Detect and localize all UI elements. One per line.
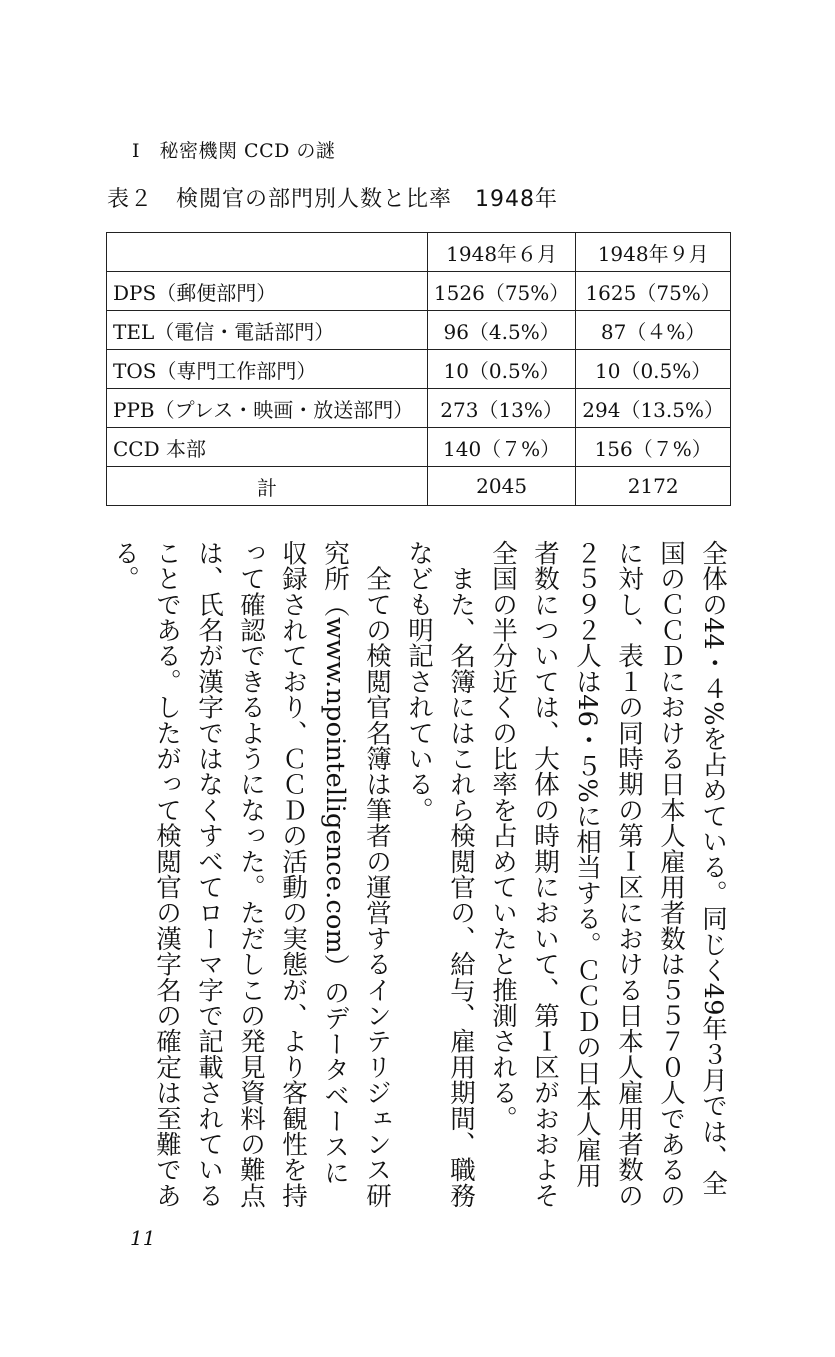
row-label: TEL（電信・電話部門） xyxy=(107,311,428,350)
row-label: DPS（郵便部門） xyxy=(107,272,428,311)
paragraph-text: 全ての検閲官名簿は筆者の運営するインテリジェンス研究所（www.npointelligence.com）のデータベースに収録されており、ＣＣＤの活動の実態が、より客観性を持って確認できるようになった。ただしこの発見資料の難点は、氏名が漢字ではなくすべてローマ字で記載されていることである。したがって検閲官の漢字名の確定は至難である。 xyxy=(110,540,392,1209)
row-value-june: 140（７%） xyxy=(427,428,575,467)
row-value-september: 1625（75%） xyxy=(576,272,731,311)
row-label: CCD 本部 xyxy=(107,428,428,467)
paragraph xyxy=(398,540,482,1210)
header-cell-september: 1948年９月 xyxy=(576,233,731,272)
row-value-september: 294（13.5%） xyxy=(576,389,731,428)
table-header-row xyxy=(107,233,731,272)
row-value-september: 87（４%） xyxy=(576,311,731,350)
row-value-june: 273（13%） xyxy=(427,389,575,428)
body-text xyxy=(104,540,734,1210)
row-value-september: 10（0.5%） xyxy=(576,350,731,389)
paragraph: 全体の44・４%を占めている。同じく49年３月では、全国のＣＣＤにおける日本人雇用者数は５５７０人であるのに対し、表１の同時期の第Ｉ区における日本人雇用者数の２５９２人は46・５%に相当する。ＣＣＤの日本人雇用者数については、大体の時期において、第Ｉ区がおおよそ全国の半分近くの比率を占めていたと推測される。 xyxy=(488,540,728,1209)
table-row-dps xyxy=(107,272,731,311)
table-row-ppb xyxy=(107,389,731,428)
paragraph-text: また、名簿にはこれら検閲官の、給与、雇用期間、職務なども明記されている。 xyxy=(404,540,476,1209)
page-number: 11 xyxy=(130,1226,156,1250)
table-row-total xyxy=(107,467,731,506)
running-head: I 秘密機関 CCD の謎 xyxy=(132,140,336,162)
row-label: PPB（プレス・映画・放送部門） xyxy=(107,389,428,428)
total-value-june: 2045 xyxy=(427,467,575,506)
row-value-june: 96（4.5%） xyxy=(427,311,575,350)
row-value-june: 10（0.5%） xyxy=(427,350,575,389)
row-value-june: 1526（75%） xyxy=(427,272,575,311)
table-row-ccd-hq xyxy=(107,428,731,467)
table-row-tel xyxy=(107,311,731,350)
table-caption: 表２ 検閲官の部門別人数と比率 1948年 xyxy=(107,187,558,212)
total-label: 計 xyxy=(107,467,428,506)
header-cell-empty xyxy=(107,233,428,272)
header-cell-june: 1948年６月 xyxy=(427,233,575,272)
row-value-september: 156（７%） xyxy=(576,428,731,467)
table-row-tos xyxy=(107,350,731,389)
paragraph xyxy=(104,540,398,1210)
censor-statistics-table xyxy=(106,232,731,506)
total-value-september: 2172 xyxy=(576,467,731,506)
row-label: TOS（専門工作部門） xyxy=(107,350,428,389)
